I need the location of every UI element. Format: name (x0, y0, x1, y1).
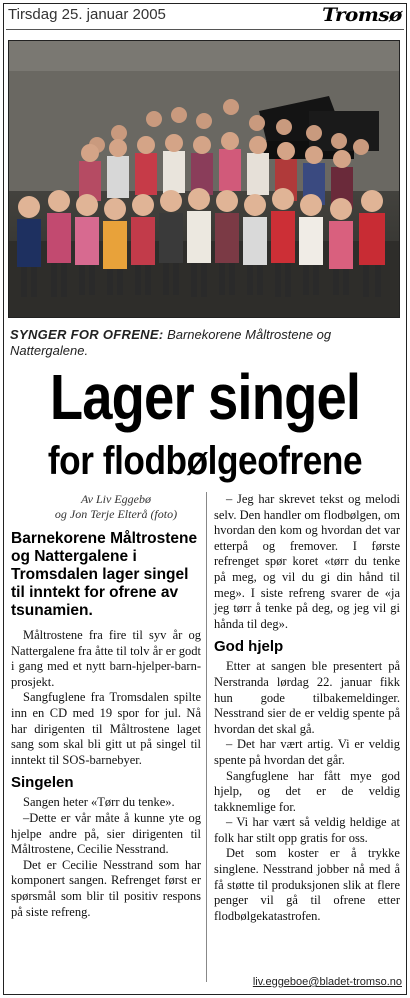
header-divider (6, 29, 404, 30)
byline-author: Av Liv Eggebø (81, 492, 151, 506)
paragraph: –Dette er vår måte å kunne yte og hjelpe andre på, sier dirigenten til Måltrostene, Cecilie Nesstrand. (11, 810, 201, 857)
subhead-god-hjelp: God hjelp (214, 638, 284, 656)
headline-line1: Lager singel (49, 361, 361, 433)
paragraph: – Vi har vært så veldig heldige at folk har stilt opp gratis for oss. (214, 815, 400, 845)
caption-lead: SYNGER FOR OFRENE: (10, 327, 164, 342)
issue-date: Tirsdag 25. januar 2005 (8, 6, 166, 23)
subhead-singelen: Singelen (11, 774, 74, 792)
author-email-link[interactable]: liv.eggeboe@bladet-tromso.no (252, 976, 402, 988)
paragraph: Måltrostene fra fire til syv år og Nattergalene fra åtte til tolv år er godt i gang med et nytt barn-hjelper-barn-prosjekt. (11, 628, 201, 689)
ingress: Barnekorene Måltrostene og Nattergalene i Tromsdalen lager singel til inntekt for ofrene av tsunamien. (11, 530, 198, 619)
choir-photo (8, 40, 400, 318)
choir-photo-illustration (9, 41, 400, 318)
headline-line2: for flodbølgeofrene (47, 439, 363, 483)
photo-caption (10, 327, 400, 359)
paragraph: Det er Cecilie Nesstrand som har komponert sangen. Refrenget først er spørsmål som blir til positiv respons på siste refreng. (11, 857, 201, 919)
column-divider (206, 492, 207, 982)
paragraph: Sangfuglene har fått mye god hjelp, og det er de veldig takknemlige for. (214, 768, 400, 814)
paragraph: Etter at sangen ble presentert på Nerstranda lørdag 22. januar fikk hun gode tilbakemeldinger. Nesstrand sier de er veldig spente på hvordan det skal gå. (214, 659, 400, 736)
newspaper-logo: Tromsø (322, 4, 402, 26)
caption-text: Barnekorene Måltrostene og Nattergalene. (10, 327, 332, 358)
paragraph: Det som koster er å trykke singlene. Nesstrand jobber nå med å få støtte til produksjonen slik at flere penger vil gå til ofrene etter flodbølgekatastrofen. (214, 846, 400, 923)
byline-photographer: og Jon Terje Elterå (foto) (54, 507, 178, 521)
paragraph: Sangen heter «Tørr du tenke». (23, 795, 175, 810)
paragraph: – Jeg har skrevet tekst og melodi selv. Den handler om flodbølgen, om hvordan den kom og hvordan det var etterpå og fremover. I første refrenget spør koret «tørr du tenke på meg, og vil du gi din hånd til meg». I siste refreng svarer de «ja jeg tørr å tenke på deg, og jeg vil gi hånda til deg». (214, 492, 400, 631)
paragraph: Sangfuglene fra Tromsdalen spilte inn en CD med 19 spor for jul. Nå har dirigenten til Måltrostene laget sang som skal bli gitt ut på singel til inntekt til SOS-barnebyer. (11, 690, 201, 767)
right-column (214, 492, 400, 924)
paragraph: – Det har vært artig. Vi er veldig spente på hvordan det går. (214, 737, 400, 767)
left-column (11, 492, 201, 920)
